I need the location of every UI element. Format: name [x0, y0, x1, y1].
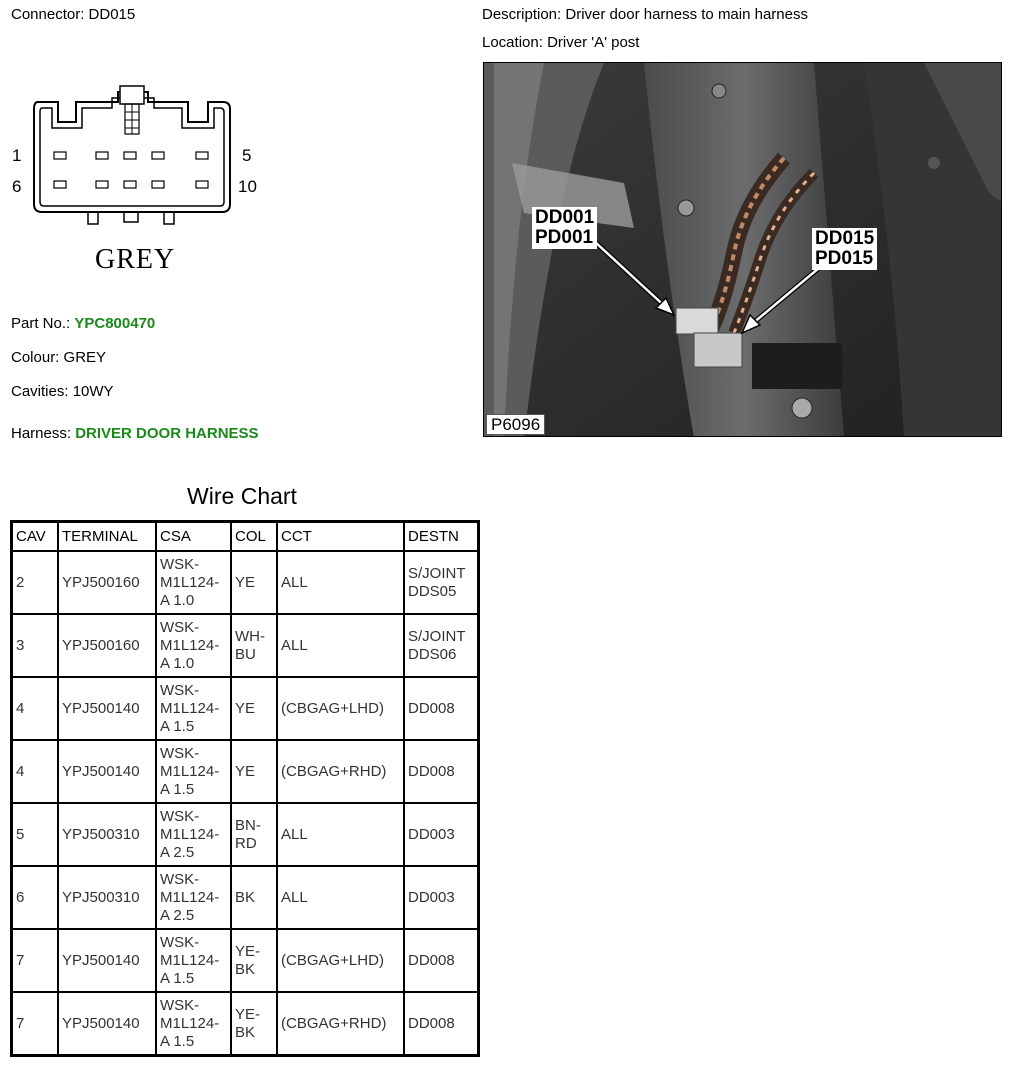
cell-terminal: YPJ500140 — [58, 677, 156, 740]
cell-cav: 3 — [12, 614, 59, 677]
harness-label: Harness: — [11, 425, 72, 442]
cell-csa: WSK-M1L124-A 1.5 — [156, 992, 231, 1056]
cell-cav: 7 — [12, 929, 59, 992]
harness-line — [11, 425, 259, 443]
table-row — [12, 740, 479, 803]
cell-cct: (CBGAG+LHD) — [277, 677, 404, 740]
cell-terminal: YPJ500140 — [58, 740, 156, 803]
cell-cav: 7 — [12, 992, 59, 1056]
callout-dd001-pd001 — [532, 207, 597, 249]
callout-dd001: DD001 — [535, 207, 595, 228]
cavity-row-bottom — [54, 181, 208, 188]
cell-destn: DD008 — [404, 929, 479, 992]
cell-terminal: YPJ500160 — [58, 551, 156, 614]
cell-col: YE — [231, 551, 277, 614]
pin-label-1: 1 — [12, 146, 22, 165]
cell-csa: WSK-M1L124-A 1.5 — [156, 740, 231, 803]
table-row — [12, 803, 479, 866]
cell-csa: WSK-M1L124-A 1.0 — [156, 614, 231, 677]
description-label: Description: — [482, 6, 562, 23]
cell-terminal: YPJ500310 — [58, 803, 156, 866]
header-csa: CSA — [156, 522, 231, 552]
pin-label-6: 6 — [12, 177, 22, 196]
cell-cav: 4 — [12, 740, 59, 803]
cell-terminal: YPJ500160 — [58, 614, 156, 677]
table-row — [12, 992, 479, 1056]
connector-id: DD015 — [88, 6, 136, 23]
colour-label: Colour: — [11, 349, 60, 366]
cell-terminal: YPJ500140 — [58, 992, 156, 1056]
wire-chart-table — [10, 520, 480, 1057]
header-cav: CAV — [12, 522, 59, 552]
cell-cct: (CBGAG+LHD) — [277, 929, 404, 992]
table-row — [12, 677, 479, 740]
callout-dd015-pd015 — [812, 228, 877, 270]
cavities-value: 10WY — [72, 383, 114, 400]
connector-heading — [11, 6, 135, 24]
cell-destn: DD003 — [404, 866, 479, 929]
cell-cct: ALL — [277, 803, 404, 866]
part-no-link[interactable]: YPC800470 — [74, 315, 156, 332]
cell-cct: ALL — [277, 551, 404, 614]
colour-line — [11, 349, 106, 367]
cell-csa: WSK-M1L124-A 2.5 — [156, 803, 231, 866]
harness-link[interactable]: DRIVER DOOR HARNESS — [75, 425, 259, 442]
header-col: COL — [231, 522, 277, 552]
cell-destn: DD008 — [404, 992, 479, 1056]
location-photo — [483, 62, 1002, 437]
cell-cav: 5 — [12, 803, 59, 866]
cavity-row-top — [54, 152, 208, 159]
callout-pd015: PD015 — [815, 248, 874, 269]
location-line — [482, 34, 639, 52]
header-cct: CCT — [277, 522, 404, 552]
cell-csa: WSK-M1L124-A 1.5 — [156, 929, 231, 992]
table-row — [12, 551, 479, 614]
connector-colour-caption: GREY — [95, 244, 176, 275]
callout-dd015: DD015 — [815, 228, 875, 249]
part-no-label: Part No.: — [11, 315, 71, 332]
cell-cav: 4 — [12, 677, 59, 740]
cell-destn: DD008 — [404, 677, 479, 740]
cell-col: WH-BU — [231, 614, 277, 677]
cell-col: YE-BK — [231, 929, 277, 992]
pin-label-10: 10 — [238, 177, 257, 196]
part-no-line — [11, 315, 155, 333]
location-value: Driver 'A' post — [547, 34, 640, 51]
colour-value: GREY — [63, 349, 107, 366]
wire-chart-header-row — [12, 522, 479, 552]
cell-col: YE — [231, 677, 277, 740]
cell-terminal: YPJ500310 — [58, 866, 156, 929]
cell-destn: DD008 — [404, 740, 479, 803]
cell-destn: S/JOINT DDS05 — [404, 551, 479, 614]
description-value: Driver door harness to main harness — [565, 6, 808, 23]
cell-csa: WSK-M1L124-A 1.0 — [156, 551, 231, 614]
cell-terminal: YPJ500140 — [58, 929, 156, 992]
table-row — [12, 866, 479, 929]
cell-cct: ALL — [277, 614, 404, 677]
connector-label: Connector: — [11, 6, 85, 23]
cell-csa: WSK-M1L124-A 1.5 — [156, 677, 231, 740]
wire-chart-title: Wire Chart — [187, 483, 297, 509]
cell-col: YE — [231, 740, 277, 803]
cell-cav: 6 — [12, 866, 59, 929]
cell-destn: S/JOINT DDS06 — [404, 614, 479, 677]
cell-col: YE-BK — [231, 992, 277, 1056]
cell-cct: (CBGAG+RHD) — [277, 992, 404, 1056]
photo-id-label: P6096 — [486, 414, 545, 435]
callout-pd001: PD001 — [535, 227, 594, 248]
description-line — [482, 6, 808, 24]
wire-chart-body — [12, 551, 479, 1056]
cell-col: BN-RD — [231, 803, 277, 866]
table-row — [12, 614, 479, 677]
location-label: Location: — [482, 34, 543, 51]
cell-cct: (CBGAG+RHD) — [277, 740, 404, 803]
cavities-line — [11, 383, 114, 401]
cell-cav: 2 — [12, 551, 59, 614]
cell-col: BK — [231, 866, 277, 929]
table-row — [12, 929, 479, 992]
location-photo-illustration — [484, 63, 1002, 437]
cavities-label: Cavities: — [11, 383, 69, 400]
cell-destn: DD003 — [404, 803, 479, 866]
cell-cct: ALL — [277, 866, 404, 929]
cell-csa: WSK-M1L124-A 2.5 — [156, 866, 231, 929]
pin-label-5: 5 — [242, 146, 252, 165]
header-terminal: TERMINAL — [58, 522, 156, 552]
header-destn: DESTN — [404, 522, 479, 552]
